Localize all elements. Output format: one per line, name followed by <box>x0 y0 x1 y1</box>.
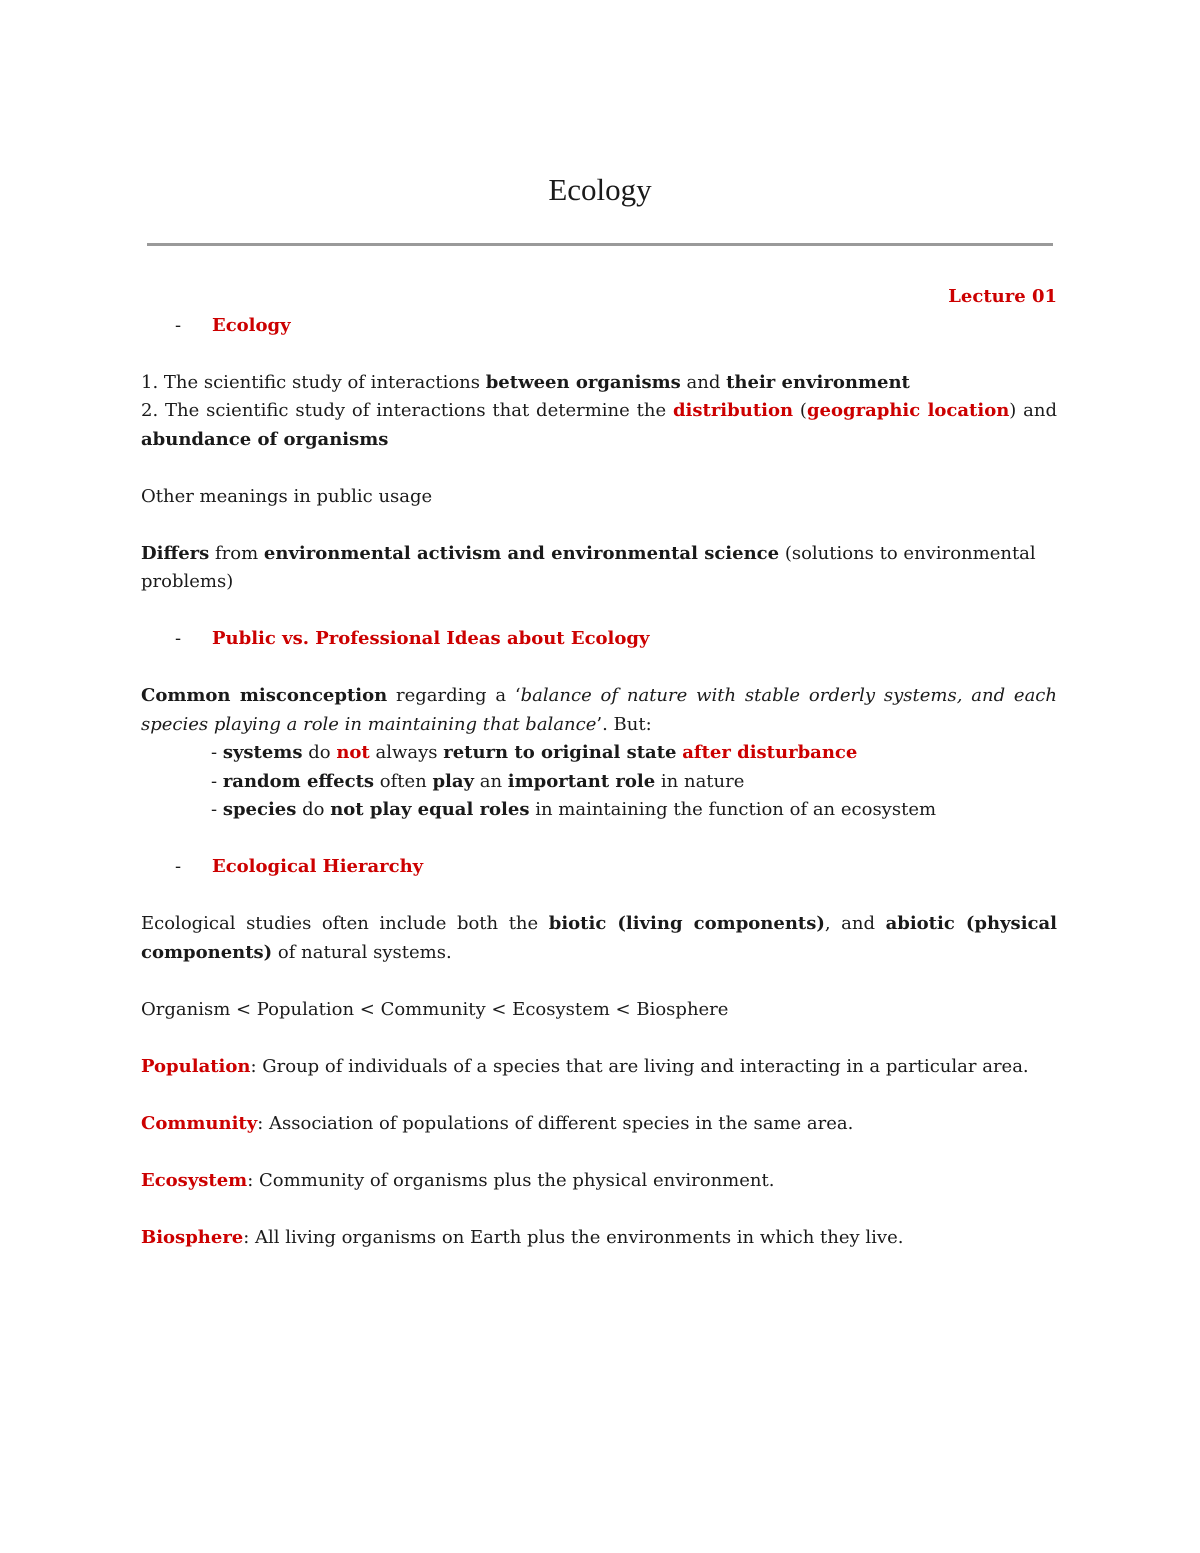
title-divider <box>147 243 1053 246</box>
list-item: - species do not play equal roles in maintaining the function of an ecosystem <box>211 799 937 820</box>
section-heading-public: - Public vs. Professional Ideas about Ecology <box>175 628 650 649</box>
lecture-label: Lecture 01 <box>948 286 1057 307</box>
document-body <box>141 283 1057 1252</box>
list-item: - random effects often play an important role in nature <box>211 770 745 792</box>
other-meanings-text: Other meanings in public usage <box>141 485 433 507</box>
page-title: Ecology <box>548 172 652 207</box>
definition-population: Population: Group of individuals of a species that are living and interacting in a particular area. <box>141 1055 1029 1077</box>
differs-paragraph: Differs from environmental activism and environmental science (solutions to environmental problems) <box>141 542 1036 592</box>
list-item: - systems do not always return to original state after disturbance <box>211 742 858 763</box>
misconception-paragraph: Common misconception regarding a ‘balance of nature with stable orderly systems, and each species playing a role in maintaining that balance’. But: <box>141 685 1057 735</box>
definition-ecosystem: Ecosystem: Community of organisms plus the physical environment. <box>141 1169 775 1191</box>
definition-1: 1. The scientific study of interactions between organisms and their environment <box>141 371 910 393</box>
section-heading-hierarchy: - Ecological Hierarchy <box>175 856 424 877</box>
hierarchy-line: Organism < Population < Community < Ecosystem < Biosphere <box>141 998 729 1020</box>
studies-paragraph: Ecological studies often include both the biotic (living components), and abiotic (physical components) of natural systems. <box>141 913 1057 963</box>
definition-community: Community: Association of populations of different species in the same area. <box>141 1112 854 1134</box>
definition-2: 2. The scientific study of interactions that determine the distribution (geographic location) and abundance of organisms <box>141 400 1058 450</box>
section-heading-ecology: - Ecology <box>175 314 291 336</box>
definition-biosphere: Biosphere: All living organisms on Earth plus the environments in which they live. <box>141 1226 904 1248</box>
